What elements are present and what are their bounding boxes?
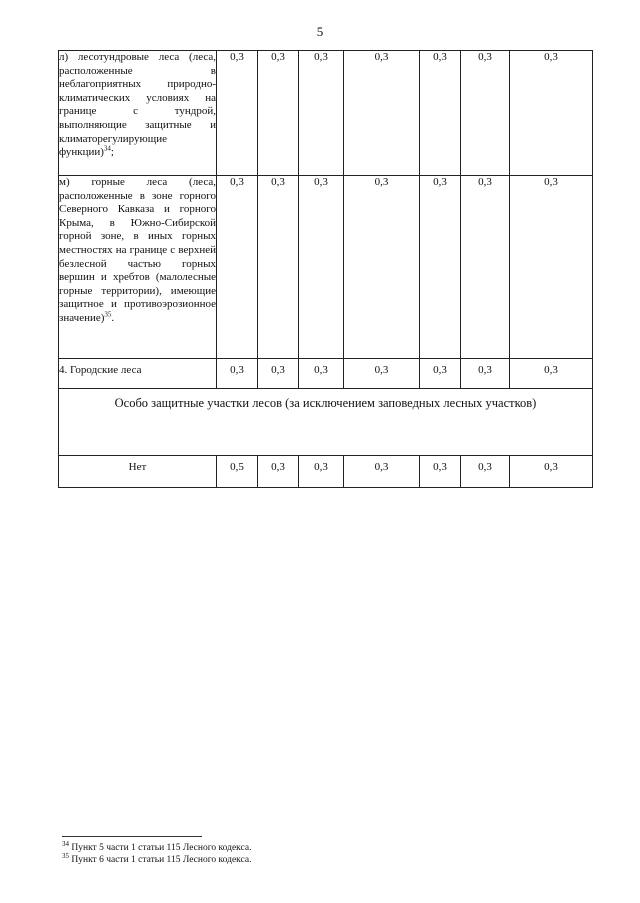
footnote-number: 34 — [62, 839, 69, 848]
table-cell: 0,3 — [258, 176, 299, 359]
table-cell: 0,3 — [299, 456, 344, 488]
footnote-text: Пункт 6 части 1 статьи 115 Лесного кодекса. — [69, 855, 252, 865]
table-cell: 0,3 — [461, 359, 510, 389]
table-cell: 0,3 — [344, 359, 420, 389]
table-cell: 0,3 — [217, 51, 258, 176]
table-cell: 0,3 — [299, 176, 344, 359]
table-cell: 0,3 — [217, 359, 258, 389]
table-section-header — [59, 389, 593, 456]
table-row — [59, 51, 593, 176]
forest-rates-table — [58, 50, 593, 488]
table-cell: 0,3 — [217, 176, 258, 359]
table-cell: 0,3 — [344, 176, 420, 359]
row-label: м) горные леса (леса, расположенные в зоне горного Северного Кавказа и горного Крыма, в Южно-Сибирской горной зоне, в иных горных местностях на границе с верхней безлесной частью горных вершин и хребтов (малолесные горные территории), имеющие защитное и противоэрозионное значение)$^{35}$. — [59, 176, 217, 359]
table-cell: 0,5 — [217, 456, 258, 488]
page-number: 5 — [316, 24, 324, 39]
table-cell: 0,3 — [258, 456, 299, 488]
table-row — [59, 176, 593, 359]
row-label: 4. Городские леса — [59, 359, 217, 389]
table-row — [59, 456, 593, 488]
footnote-item — [62, 839, 252, 854]
footnote-text: Пункт 5 части 1 статьи 115 Лесного кодекса. — [69, 843, 252, 853]
footnotes — [62, 839, 252, 866]
table-cell: 0,3 — [258, 51, 299, 176]
table-cell: 0,3 — [258, 359, 299, 389]
section-header-text: Особо защитные участки лесов (за исключением заповедных лесных участков) — [59, 389, 593, 456]
table-cell: 0,3 — [461, 51, 510, 176]
footnote-divider — [62, 836, 202, 837]
table-cell: 0,3 — [510, 456, 593, 488]
footnote-ref: 35 — [104, 310, 112, 319]
table-cell: 0,3 — [461, 456, 510, 488]
table-cell: 0,3 — [461, 176, 510, 359]
table-row — [59, 359, 593, 389]
table-cell: 0,3 — [420, 51, 461, 176]
footnote-item — [62, 851, 252, 866]
row-label: л) лесотундровые леса (леса, расположенные в неблагоприятных природно-климатических условиях на границе с тундрой, выполняющие защитные и климаторегулирующие функции)$^{34}$; — [59, 51, 217, 176]
table-cell: 0,3 — [510, 51, 593, 176]
table-cell: 0,3 — [420, 456, 461, 488]
footnote-ref: 34 — [103, 144, 111, 153]
table-cell: 0,3 — [510, 359, 593, 389]
row-label: Нет — [59, 456, 217, 488]
table-cell: 0,3 — [299, 51, 344, 176]
table-cell: 0,3 — [344, 51, 420, 176]
table-cell: 0,3 — [510, 176, 593, 359]
table-cell: 0,3 — [420, 359, 461, 389]
table-cell: 0,3 — [344, 456, 420, 488]
footnote-number: 35 — [62, 851, 69, 860]
table-cell: 0,3 — [420, 176, 461, 359]
table-cell: 0,3 — [299, 359, 344, 389]
